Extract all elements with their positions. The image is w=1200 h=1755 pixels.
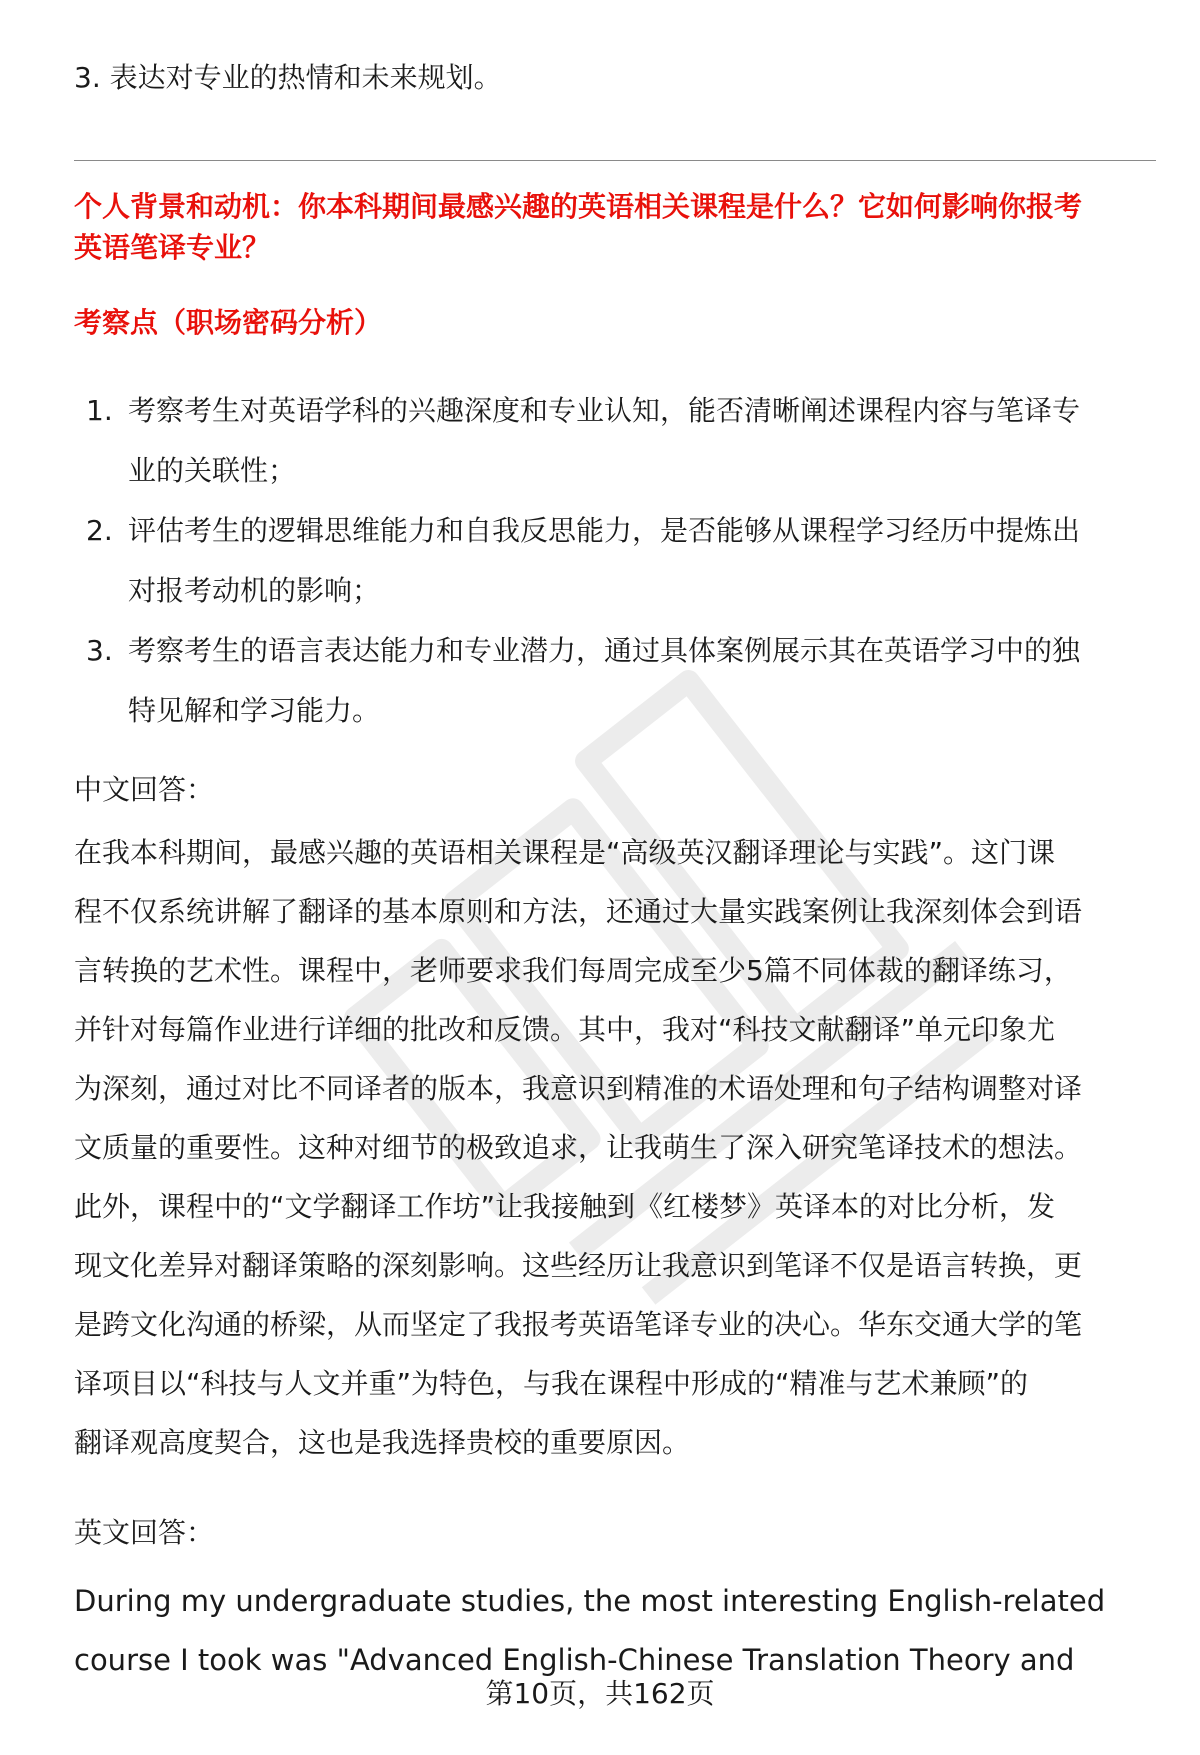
assessment-points-list bbox=[74, 381, 1174, 741]
point-line: 评估考生的逻辑思维能力和自我反思能力，是否能够从课程学习经历中提炼出 bbox=[128, 514, 1081, 547]
point-line: 考察考生的语言表达能力和专业潜力，通过具体案例展示其在英语学习中的独 bbox=[128, 634, 1081, 667]
answer-line: 为深刻，通过对比不同译者的版本，我意识到精准的术语处理和句子结构调整对译 bbox=[74, 1072, 1083, 1105]
answer-line: 并针对每篇作业进行详细的批改和反馈。其中，我对“科技文献翻译”单元印象尤 bbox=[74, 1013, 1056, 1046]
english-answer bbox=[74, 1572, 1174, 1690]
point-line: 考察考生对英语学科的兴趣深度和专业认知，能否清晰阐述课程内容与笔译专 bbox=[128, 394, 1081, 427]
point-line: 对报考动机的影响； bbox=[128, 574, 381, 607]
assessment-point bbox=[74, 381, 1174, 501]
point-line: 业的关联性； bbox=[128, 454, 297, 487]
previous-list-item: 3. 表达对专业的热情和未来规划。 bbox=[74, 61, 502, 94]
page-number-footer: 第10页，共162页 bbox=[485, 1677, 715, 1710]
point-number: 2. bbox=[86, 514, 113, 547]
assessment-point bbox=[74, 621, 1174, 741]
question-line: 英语笔译专业？ bbox=[74, 231, 271, 264]
answer-line: During my undergraduate studies, the most interesting English-related bbox=[74, 1584, 1106, 1618]
section-divider bbox=[74, 160, 1156, 161]
answer-line: 是跨文化沟通的桥梁，从而坚定了我报考英语笔译专业的决心。华东交通大学的笔 bbox=[74, 1308, 1083, 1341]
answer-line: 文质量的重要性。这种对细节的极致追求，让我萌生了深入研究笔译技术的想法。 bbox=[74, 1131, 1083, 1164]
point-line: 特见解和学习能力。 bbox=[128, 694, 381, 727]
answer-line: 程不仅系统讲解了翻译的基本原则和方法，还通过大量实践案例让我深刻体会到语 bbox=[74, 895, 1083, 928]
chinese-answer bbox=[74, 823, 1174, 1472]
english-answer-label: 英文回答： bbox=[74, 1516, 215, 1549]
answer-line: 译项目以“科技与人文并重”为特色，与我在课程中形成的“精准与艺术兼顾”的 bbox=[74, 1367, 1029, 1400]
interview-question bbox=[74, 186, 1164, 268]
answer-line: 现文化差异对翻译策略的深刻影响。这些经历让我意识到笔译不仅是语言转换，更 bbox=[74, 1249, 1083, 1282]
answer-line: 在我本科期间，最感兴趣的英语相关课程是“高级英汉翻译理论与实践”。这门课 bbox=[74, 836, 1056, 869]
answer-line: 翻译观高度契合，这也是我选择贵校的重要原因。 bbox=[74, 1426, 691, 1459]
assessment-heading: 考察点（职场密码分析） bbox=[74, 306, 383, 339]
answer-line: 言转换的艺术性。课程中，老师要求我们每周完成至少5篇不同体裁的翻译练习， bbox=[74, 954, 1072, 987]
question-line: 个人背景和动机：你本科期间最感兴趣的英语相关课程是什么？它如何影响你报考 bbox=[74, 190, 1083, 223]
point-number: 3. bbox=[86, 634, 113, 667]
chinese-answer-label: 中文回答： bbox=[74, 773, 215, 806]
answer-line: course I took was "Advanced English-Chinese Translation Theory and bbox=[74, 1643, 1075, 1677]
assessment-point bbox=[74, 501, 1174, 621]
point-number: 1. bbox=[86, 394, 113, 427]
answer-line: 此外，课程中的“文学翻译工作坊”让我接触到《红楼梦》英译本的对比分析，发 bbox=[74, 1190, 1056, 1223]
